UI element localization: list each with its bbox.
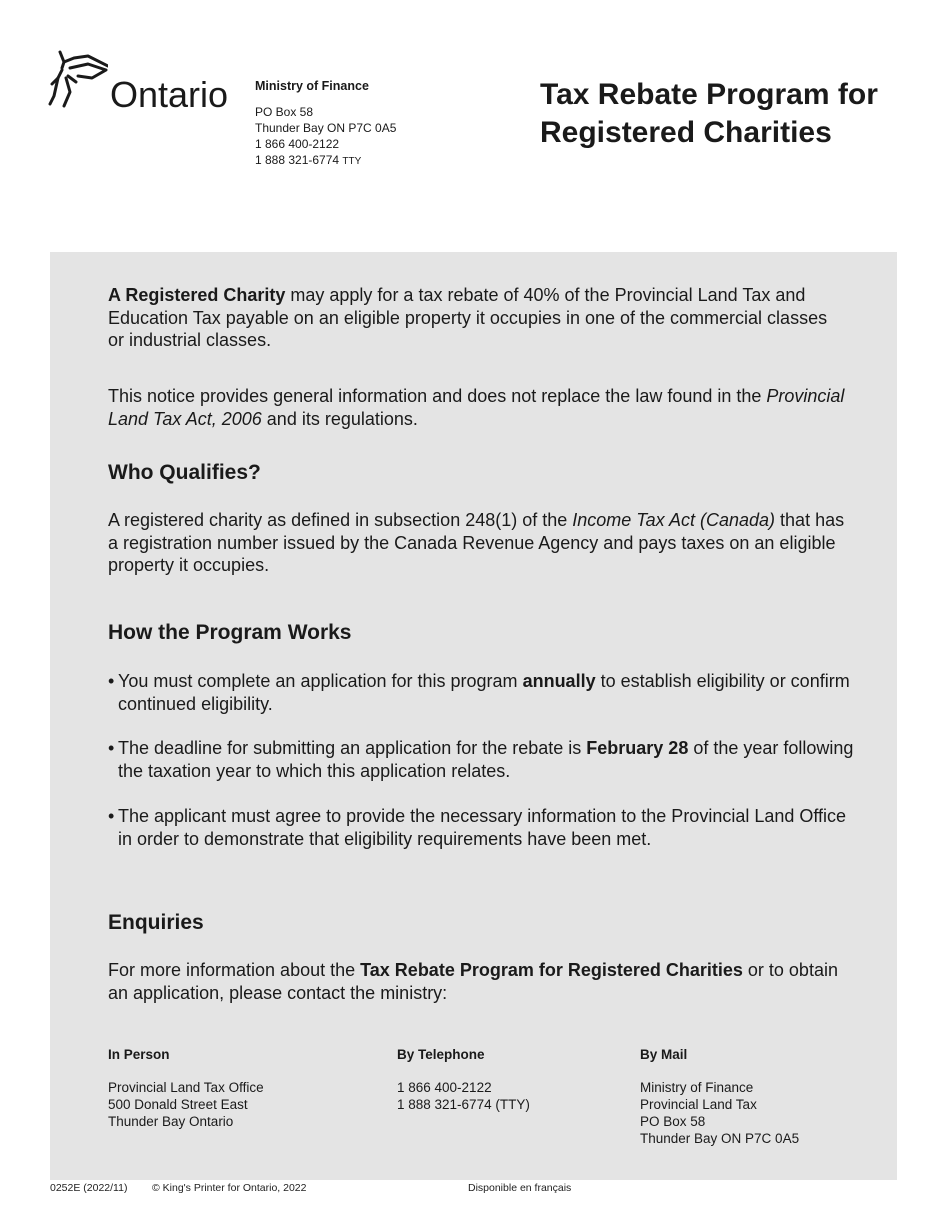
intro-paragraph: A Registered Charity may apply for a tax rebate of 40% of the Provincial Land Tax and Education Tax payable on an eligible property it occupies in one of the commercial classes or industrial classes.	[108, 285, 828, 350]
bullet-icon: •	[108, 738, 115, 758]
document-title: Tax Rebate Program for Registered Charities	[540, 78, 878, 149]
who-qualifies-heading: Who Qualifies?	[108, 461, 261, 484]
bullet-icon: •	[108, 806, 115, 826]
ministry-name: Ministry of Finance	[255, 79, 369, 93]
contact-in-person: In Person Provincial Land Tax Office 500 Donald Street East Thunder Bay Ontario	[108, 1047, 264, 1129]
bullet-icon: •	[108, 671, 115, 691]
contact-by-mail-title: By Mail	[640, 1047, 688, 1062]
contact-by-telephone: By Telephone 1 866 400-2122 1 888 321-6774 (TTY)	[397, 1047, 530, 1112]
who-qualifies-text: A registered charity as defined in subsection 248(1) of the Income Tax Act (Canada) that has a registration number issued by the Canada Revenue Agency and pays taxes on an eligible property it occupies.	[108, 510, 845, 575]
disclaimer-paragraph: This notice provides general information and does not replace the law found in the Provincial Land Tax Act, 2006 and its regulations.	[108, 386, 845, 429]
document-header	[0, 0, 950, 230]
list-item: • The applicant must agree to provide the necessary information to the Provincial Land Office in order to demonstrate that eligibility requirements have been met.	[108, 806, 847, 849]
contact-by-telephone-title: By Telephone	[397, 1047, 485, 1062]
list-item: • You must complete an application for this program annually to establish eligibility or confirm continued eligibility.	[108, 671, 850, 714]
enquiries-heading: Enquiries	[108, 911, 204, 934]
contact-by-mail: By Mail Ministry of Finance Provincial Land Tax PO Box 58 Thunder Bay ON P7C 0A5	[640, 1047, 800, 1146]
enquiries-text: For more information about the Tax Rebate Program for Registered Charities or to obtain an application, please contact the ministry:	[108, 960, 838, 1003]
form-code: 0252E (2022/11)	[50, 1182, 128, 1194]
ministry-phone-tty: 1 888 321-6774 TTY	[255, 153, 362, 167]
list-item: • The deadline for submitting an application for the rebate is February 28 of the year following the taxation year to which this application relates.	[108, 738, 854, 781]
ontario-wordmark: Ontario	[110, 74, 229, 115]
ministry-phone: 1 866 400-2122	[255, 137, 340, 151]
copyright-notice: © King's Printer for Ontario, 2022	[152, 1182, 307, 1194]
ministry-address-line: PO Box 58	[255, 105, 314, 119]
trillium-icon	[48, 48, 108, 118]
ministry-address-block	[255, 78, 396, 170]
contact-in-person-title: In Person	[108, 1047, 170, 1062]
ministry-address-line: Thunder Bay ON P7C 0A5	[255, 121, 397, 135]
french-availability-note: Disponible en français	[468, 1182, 572, 1194]
ontario-logo	[48, 48, 238, 118]
how-program-works-heading: How the Program Works	[108, 621, 352, 644]
